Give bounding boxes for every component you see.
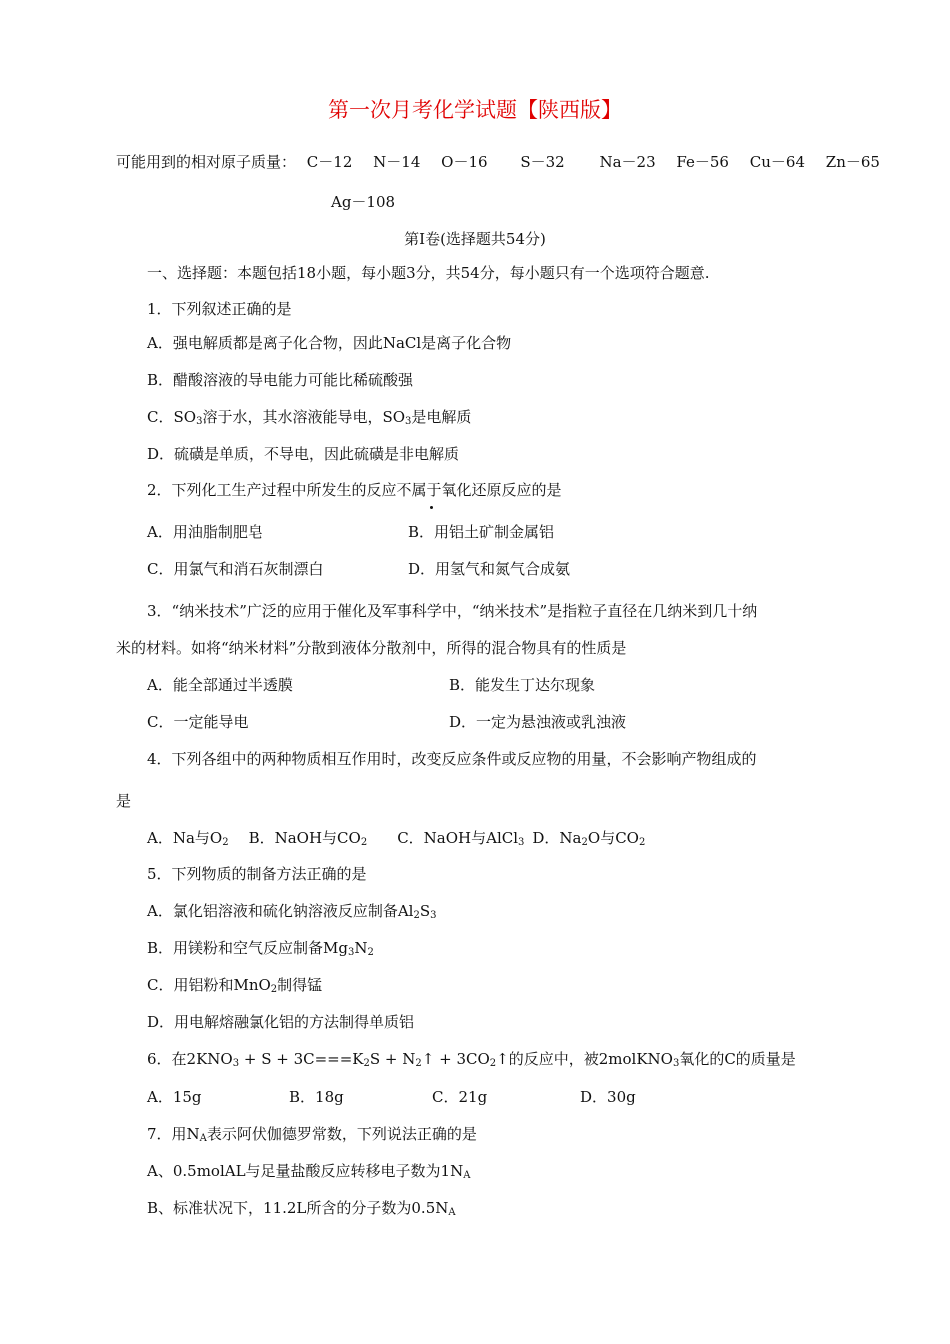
q3-option-d: D．一定为悬浊液或乳浊液 [449, 713, 627, 731]
emphasis-dot [430, 506, 433, 509]
mass-item: Fe－56 [676, 153, 729, 171]
instructions: 一、选择题：本题包括18小题，每小题3分，共54分，每小题只有一个选项符合题意. [147, 264, 710, 282]
q6-option-c: C．21g [432, 1088, 488, 1106]
q6-option-b: B．18g [289, 1088, 344, 1106]
q1-option-d: D．硫磺是单质，不导电，因此硫磺是非电解质 [147, 445, 460, 463]
section-title: 第Ⅰ卷(选择题共54分) [404, 230, 546, 248]
q4-stem-line2: 是 [116, 792, 132, 810]
q5-stem: 5．下列物质的制备方法正确的是 [147, 865, 367, 883]
q2-option-b: B．用铝土矿制金属铝 [408, 523, 555, 541]
q3-stem-line1: 3．“纳米技术”广泛的应用于催化及军事科学中，“纳米技术”是指粒子直径在几纳米到几十纳 [147, 602, 758, 620]
q4-option-d: D．$Na_2O$与$CO_2$ [532, 829, 646, 848]
q7-option-a: A、0.5molAL与足量盐酸反应转移电子数为$1N_A$ [147, 1162, 471, 1181]
mass-item: Zn－65 [825, 153, 880, 171]
q6-option-a: A．15g [147, 1088, 202, 1106]
q2-option-c: C．用氯气和消石灰制漂白 [147, 560, 324, 578]
mass-item-ag: Ag－108 [331, 193, 396, 211]
q4-options [147, 828, 645, 848]
q4-option-b: B．NaOH与$CO_2$ [248, 829, 368, 848]
q3-option-b: B．能发生丁达尔现象 [449, 676, 596, 694]
mass-item: S－32 [520, 153, 565, 171]
q3-option-c: C．一定能导电 [147, 713, 249, 731]
mass-item: O－16 [441, 153, 488, 171]
q4-option-a: A．Na与$O_2$ [147, 829, 229, 848]
q5-option-a: A．氯化铝溶液和硫化钠溶液反应制备$Al_2S_3$ [147, 902, 437, 921]
mass-item: C－12 [306, 153, 353, 171]
q5-option-d: D．用电解熔融氯化铝的方法制得单质铝 [147, 1013, 415, 1031]
q1-option-b: B．醋酸溶液的导电能力可能比稀硫酸强 [147, 371, 414, 389]
q6-stem: 6．在$2KNO_3 + S + 3C===K_2S$ + $N_2↑$ + $3CO_2↑$的反应中，被2molKNO$_3$氧化的C的质量是 [147, 1050, 796, 1069]
q2-option-a: A．用油脂制肥皂 [147, 523, 263, 541]
atomic-mass-line [116, 152, 880, 172]
mass-item: Cu－64 [749, 153, 805, 171]
q5-option-b: B．用镁粉和空气反应制备$Mg_3N_2$ [147, 939, 374, 958]
q2-stem: 2．下列化工生产过程中所发生的反应不属于氧化还原反应的是 [147, 481, 562, 499]
atomic-mass-label: 可能用到的相对原子质量： [116, 153, 297, 171]
mass-item: N－14 [373, 153, 421, 171]
q4-stem-line1: 4．下列各组中的两种物质相互作用时，改变反应条件或反应物的用量，不会影响产物组成的 [147, 750, 757, 768]
q7-stem: 7．用$N_A$表示阿伏伽德罗常数，下列说法正确的是 [147, 1125, 477, 1144]
q1-stem: 1．下列叙述正确的是 [147, 300, 292, 318]
q4-option-c: C．NaOH与AlCl$_3$ [397, 829, 525, 848]
q1-option-a: A．强电解质都是离子化合物，因此NaCl是离子化合物 [147, 334, 512, 352]
q2-option-d: D．用氢气和氮气合成氨 [408, 560, 571, 578]
q7-option-b: B、标准状况下，11.2L所含的分子数为$0.5N_A$ [147, 1199, 456, 1218]
q3-option-a: A．能全部通过半透膜 [147, 676, 293, 694]
page-title: 第一次月考化学试题【陕西版】 [328, 98, 622, 122]
mass-item: Na－23 [599, 153, 656, 171]
q3-stem-line2: 米的材料。如将“纳米材料”分散到液体分散剂中，所得的混合物具有的性质是 [116, 639, 627, 657]
q6-option-d: D．30g [580, 1088, 636, 1106]
q5-option-c: C．用铝粉和MnO$_2$制得锰 [147, 976, 323, 995]
q1-option-c: C．$SO_3$溶于水，其水溶液能导电，$SO_3$是电解质 [147, 408, 472, 427]
